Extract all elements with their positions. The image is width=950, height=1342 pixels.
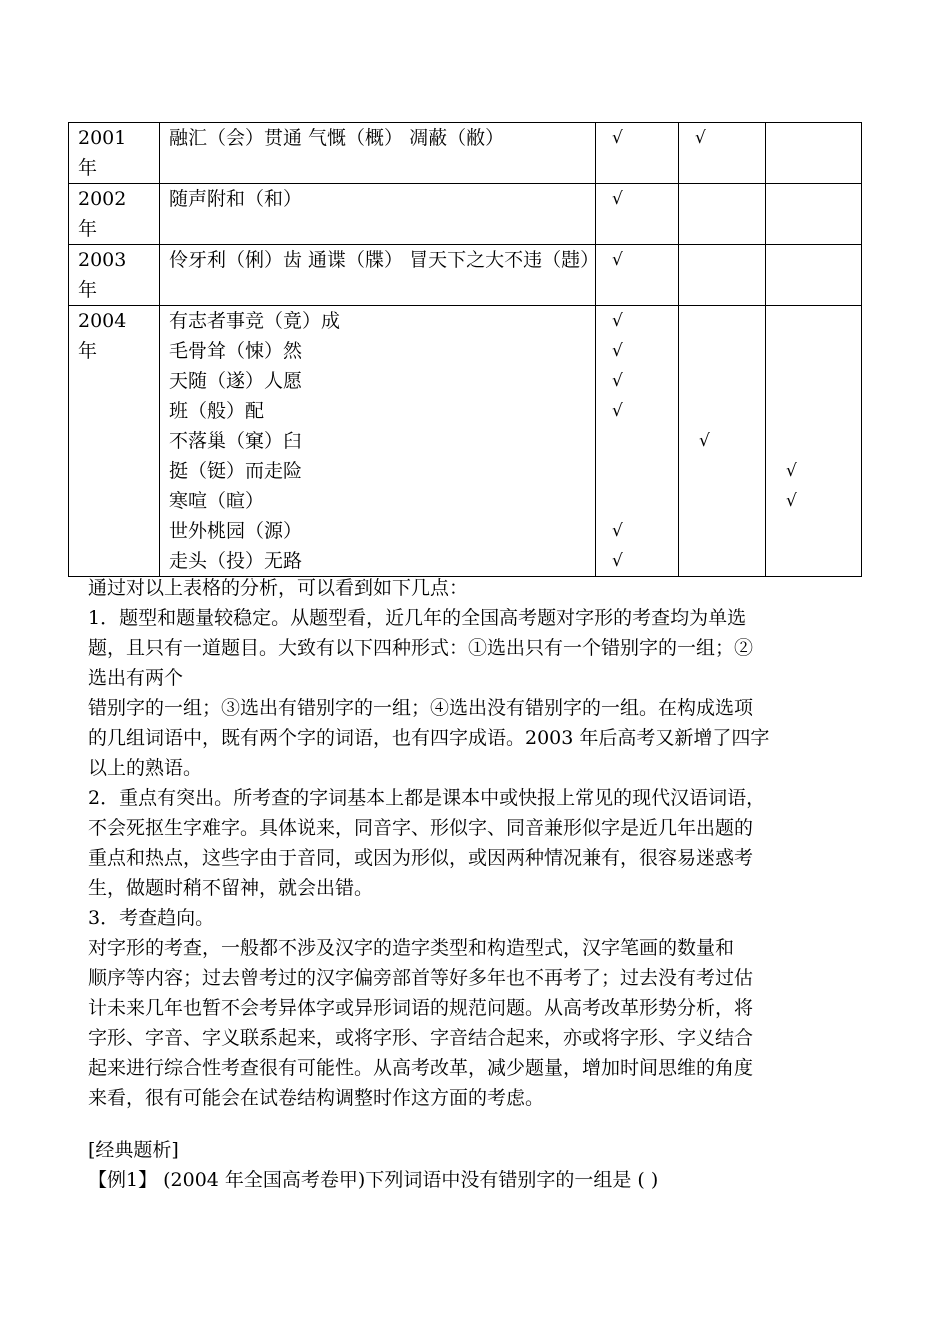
check-mark <box>679 366 765 396</box>
check-mark: √ <box>612 311 623 331</box>
table-row <box>69 184 862 245</box>
words-cell: 随声附和（和） <box>160 184 596 245</box>
words-cell: 融汇（会）贯通 气慨（概） 凋蔽（敝） <box>160 123 596 184</box>
check-cell-2 <box>679 245 766 306</box>
year-cell: 2003 年 <box>69 245 160 306</box>
check-column-2 <box>679 306 766 577</box>
words-cell: 有志者事竞（竟）成 毛骨耸（悚）然 天随（遂）人愿 班（般）配 不落巢（窠）臼 挺（铤）而走险 寒喧（暄） 世外桃园（源） 走头（投）无路 <box>160 306 596 577</box>
check-cell-3 <box>766 245 862 306</box>
check-mark <box>766 546 861 576</box>
check-mark: √ <box>612 371 623 391</box>
check-mark <box>596 456 678 486</box>
table-row <box>69 123 862 184</box>
check-cell-1: √ <box>596 123 679 184</box>
check-cell-2: √ <box>679 123 766 184</box>
section-heading: [经典题析] <box>88 1139 179 1161</box>
check-mark: √ <box>612 551 623 571</box>
check-cell-3 <box>766 184 862 245</box>
year-cell: 2002 年 <box>69 184 160 245</box>
check-mark <box>766 426 861 456</box>
check-mark <box>766 516 861 546</box>
check-column-1 <box>596 306 679 577</box>
check-cell-1: √ <box>596 184 679 245</box>
table-row <box>69 306 862 577</box>
example-question: 【例1】 (2004 年全国高考卷甲)下列词语中没有错别字的一组是 ( ) <box>88 1169 659 1191</box>
check-column-3 <box>766 306 862 577</box>
check-mark <box>766 336 861 366</box>
check-mark <box>679 396 765 426</box>
check-mark <box>596 426 678 456</box>
check-cell-3 <box>766 123 862 184</box>
check-mark: √ <box>786 461 797 481</box>
point-3-heading: 3．考查趋向。 <box>88 907 215 929</box>
year-cell: 2001 年 <box>69 123 160 184</box>
check-mark: √ <box>699 431 710 451</box>
year-cell: 2004 年 <box>69 306 160 577</box>
check-mark <box>679 456 765 486</box>
check-mark <box>766 366 861 396</box>
check-mark: √ <box>612 341 623 361</box>
check-cell-2 <box>679 184 766 245</box>
exam-summary-table <box>68 122 862 577</box>
check-mark: √ <box>786 491 797 511</box>
check-mark <box>679 306 765 336</box>
analysis-intro: 通过对以上表格的分析，可以看到如下几点： <box>88 577 469 599</box>
check-cell-1: √ <box>596 245 679 306</box>
check-mark <box>679 546 765 576</box>
document-page: 2001 年 融汇（会）贯通 气慨（概） 凋蔽（敝） √ √ 2002 年 随声附和（和） √ 2003 年 伶牙利（俐）齿 通谍（牒） 冒天下之大不违（韪） √ 2004 年 有志者事竞（竟）成 毛骨耸（悚）然 天随（遂）人愿 班（般）配 不落巢（窠）臼 挺（铤）而走险 寒喧（暄） 世外桃园（源） 走头（投）无路 √ √ √ √ √ √ √ √ √ 通过对以上表格的分析，可以看到如下几点： 1．题型和题量较稳定。从题型看，近几年的全国高考题对字形的考查均为单选 题，且只有一道题目。大致有以下四种形式：①选出只有一个错别字的一组；② 选出有两个 错别字的一组；③选出有错别字的一组；④选出没有错别字的一组。在构成选项 的几组词语中，既有两个字的词语，也有四字成语。2003 年后高考又新增了四字 以上的熟语。 2．重点有突出。所考查的字词基本上都是课本中或快报上常见的现代汉语词语， 不会死抠生字难字。具体说来，同音字、形似字、同音兼形似字是近几年出题的 重点和热点，这些字由于音同，或因为形似，或因两种情况兼有，很容易迷惑考 生，做题时稍不留神，就会出错。 3．考查趋向。 对字形的考查，一般都不涉及汉字的造字类型和构造型式，汉字笔画的数量和 顺序等内容；过去曾考过的汉字偏旁部首等好多年也不再考了；过去没有考过估 计未来几年也暂不会考异体字或异形词语的规范问题。从高考改革形势分析，将 字形、字音、字义联系起来，或将字形、字音结合起来，亦或将字形、字义结合 起来进行综合性考查很有可能性。从高考改革，减少题量，增加时间思维的角度 来看，很有可能会在试卷结构调整时作这方面的考虑。 [经典题析] 【例1】 (2004 年全国高考卷甲)下列词语中没有错别字的一组是 ( ) <box>0 0 950 1342</box>
table-row <box>69 245 862 306</box>
check-mark <box>679 336 765 366</box>
check-mark <box>766 396 861 426</box>
words-cell: 伶牙利（俐）齿 通谍（牒） 冒天下之大不违（韪） <box>160 245 596 306</box>
check-mark <box>766 306 861 336</box>
check-mark <box>679 486 765 516</box>
check-mark <box>679 516 765 546</box>
check-mark: √ <box>612 521 623 541</box>
check-mark: √ <box>612 401 623 421</box>
check-mark <box>596 486 678 516</box>
